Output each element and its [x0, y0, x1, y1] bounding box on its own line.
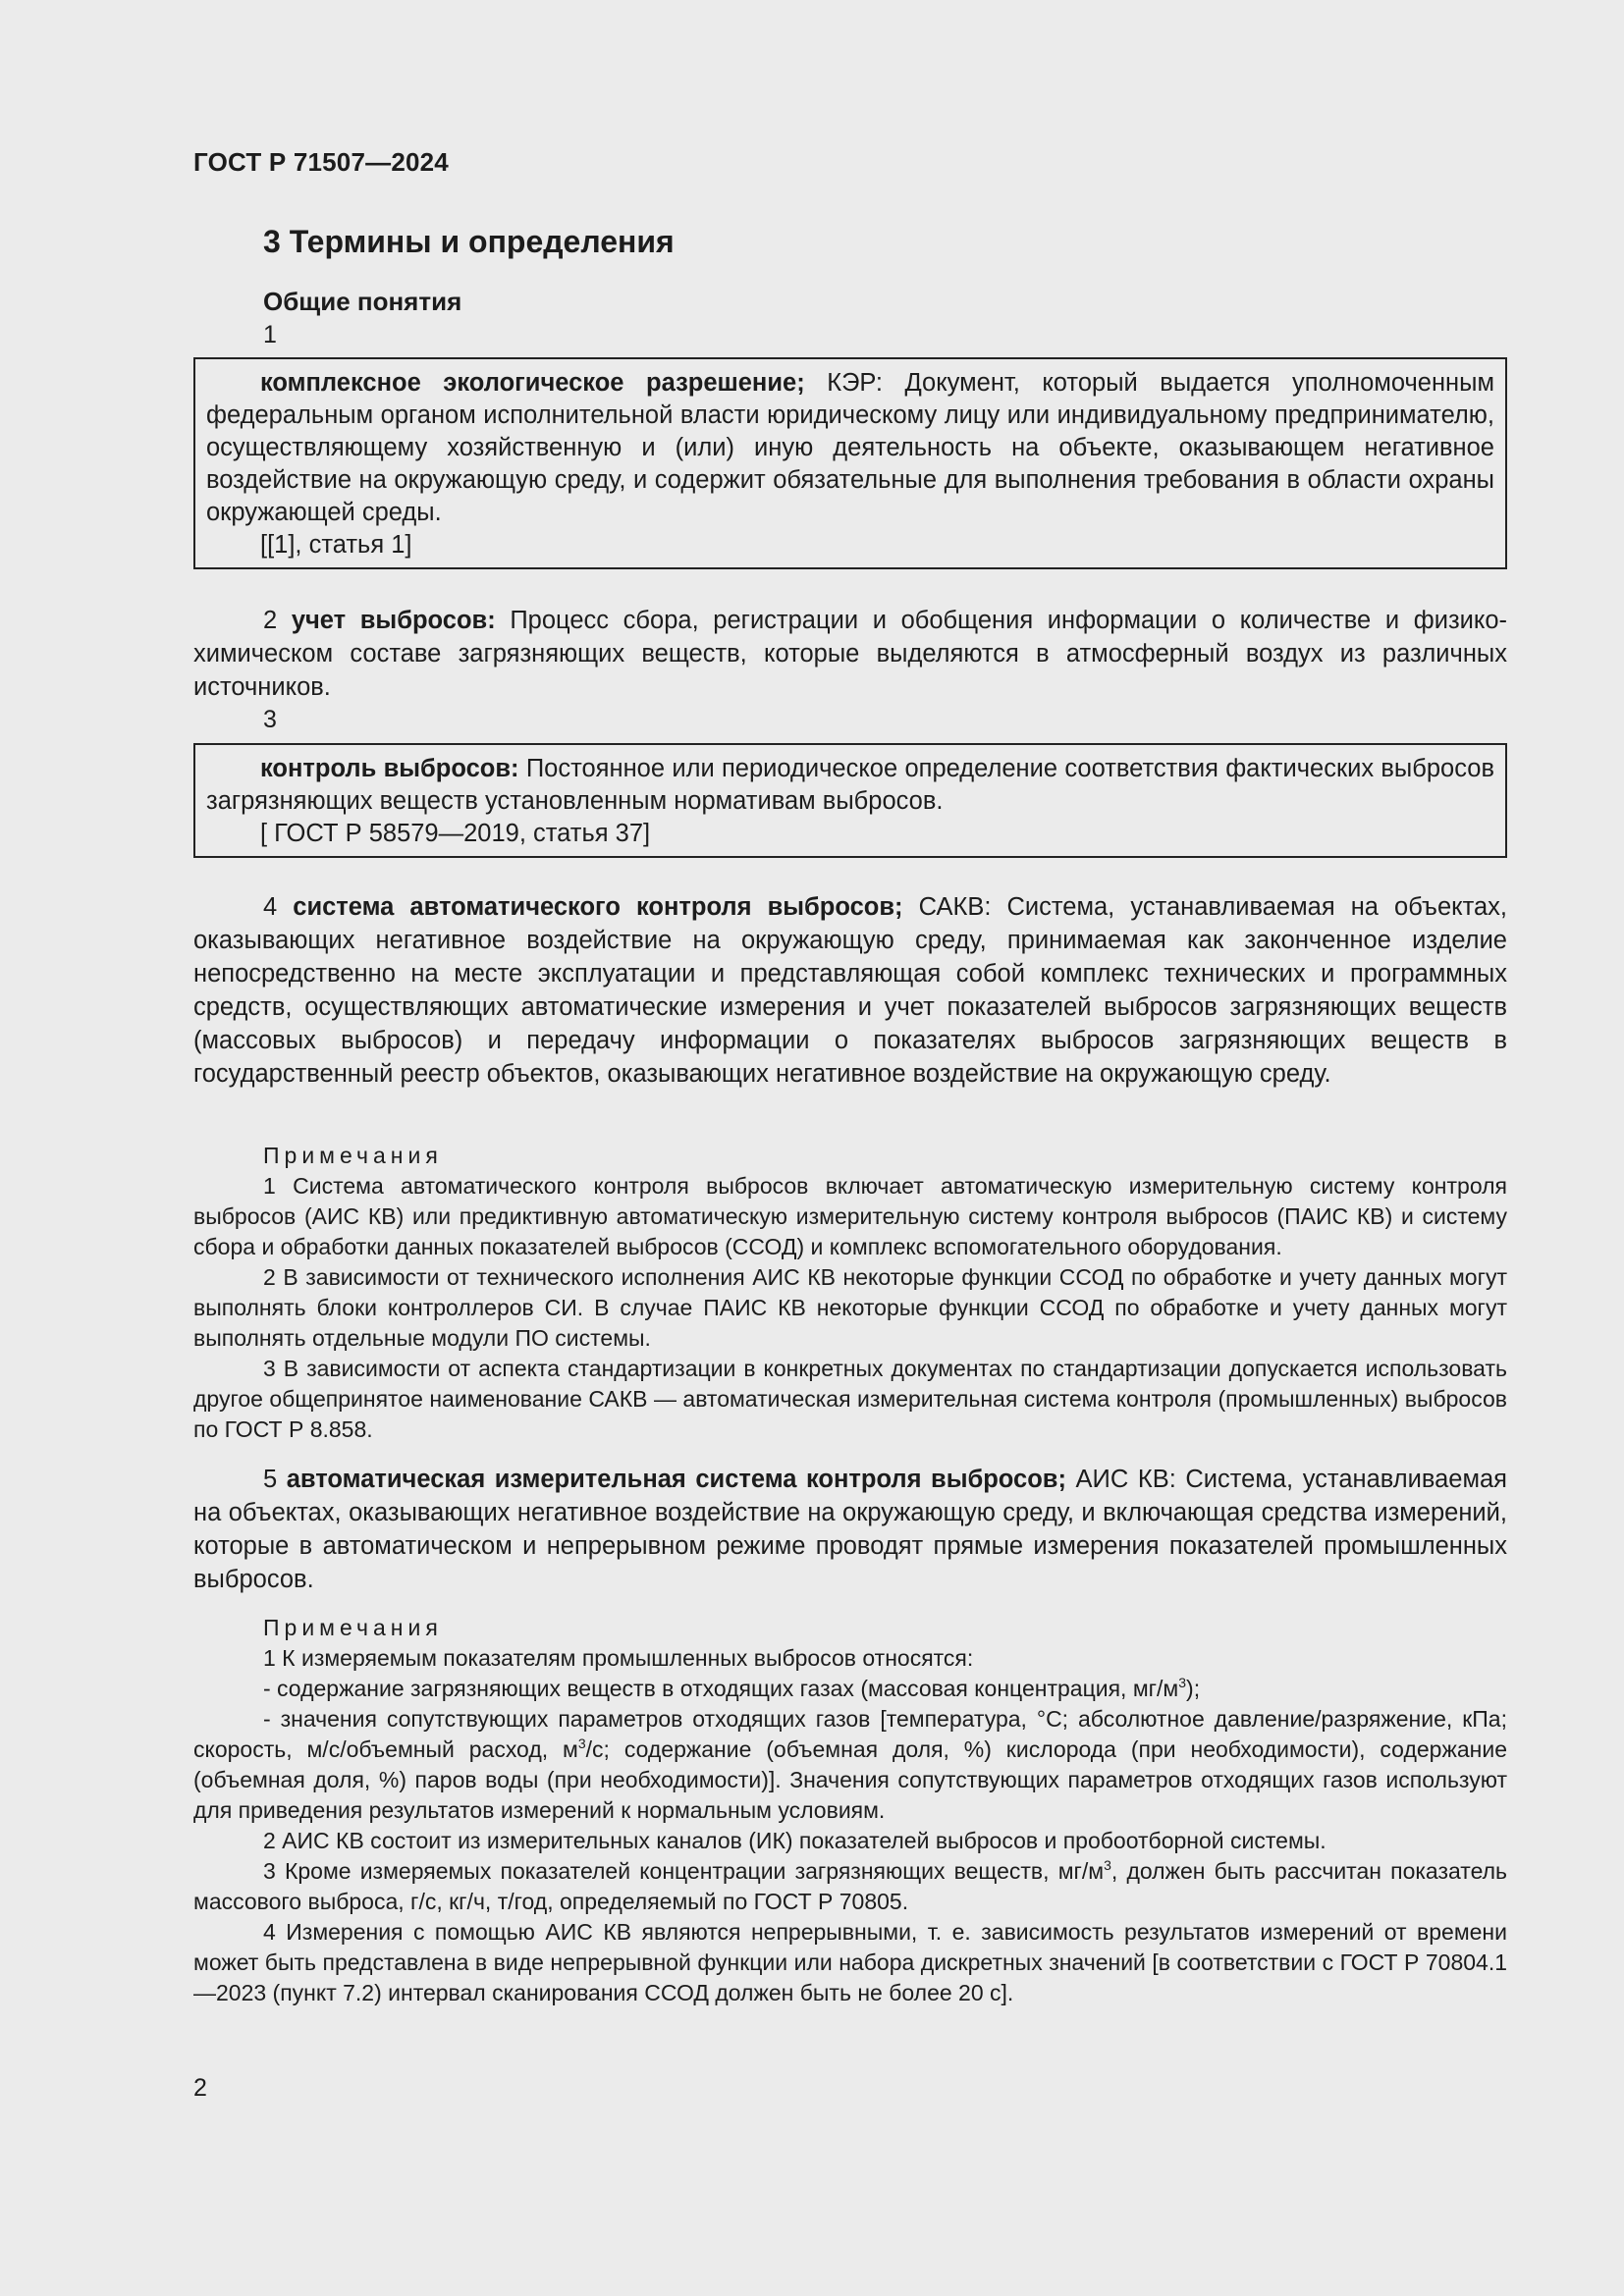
- term-number-1: 1: [263, 321, 277, 348]
- note-text: );: [1186, 1676, 1201, 1701]
- notes-heading: Примечания: [263, 1143, 443, 1168]
- term-4-text: [193, 890, 1507, 1091]
- note-item: [193, 1856, 1507, 1917]
- term-3-definition: Постоянное или периодическое определение соответствия фактических выбросов загрязняющих веществ установленным нормативам выбросов.: [206, 755, 1494, 815]
- note-text: , должен быть рассчитан показатель массового выброса, г/с, кг/ч, т/год, определяемый по ГОСТ Р 70805.: [193, 1858, 1507, 1914]
- term-1-name: комплексное экологическое разрешение;: [260, 369, 805, 397]
- term-box-3: [193, 743, 1507, 858]
- term-2-text: [193, 604, 1507, 704]
- subsection-title: Общие понятия: [263, 287, 462, 316]
- term-3-name: контроль выбросов:: [260, 755, 519, 782]
- note-item: 1 Система автоматического контроля выбросов включает автоматическую измерительную систему контроля выбросов (АИС КВ) или предиктивную автоматическую измерительную систему контроля выбросов (ПАИС КВ) и систему сбора и обработки данных показателей выбросов (ССОД) и комплекс вспомогательного оборудования.: [193, 1173, 1507, 1259]
- term-5: [193, 1463, 1507, 1596]
- section-title: 3 Термины и определения: [263, 224, 675, 259]
- note-text: - значения сопутствующих параметров отходящих газов [температура, °С; абсолютное давление/разряжение, кПа; скорость, м/с/объемный расход, м: [193, 1706, 1507, 1762]
- term-5-name: автоматическая измерительная система контроля выбросов;: [286, 1466, 1066, 1493]
- term-5-definition: АИС КВ: Система, устанавливаемая на объектах, оказывающих негативное воздействие на окружающую среду, и включающая средства измерений, которые в автоматическом и непрерывном режиме проводят прямые измерения показателей промышленных выбросов.: [193, 1466, 1507, 1593]
- note-item: 2 В зависимости от технического исполнения АИС КВ некоторые функции ССОД по обработке и учету данных могут выполнять блоки контроллеров СИ. В случае ПАИС КВ некоторые функции ССОД по обработке и учету данных могут выполнять отдельные модули ПО системы.: [193, 1264, 1507, 1351]
- page-number: 2: [193, 2074, 207, 2102]
- notes-term-4: [193, 1141, 1507, 1445]
- superscript: 3: [577, 1735, 586, 1751]
- term-box-1: [193, 357, 1507, 569]
- term-4: [193, 890, 1507, 1091]
- superscript: 3: [1178, 1675, 1187, 1690]
- note-subitem: [193, 1674, 1507, 1704]
- note-item: 3 В зависимости от аспекта стандартизации в конкретных документах по стандартизации допускается использовать другое общепринятое наименование САКВ — автоматическая измерительная система контроля (промышленных) выбросов по ГОСТ Р 8.858.: [193, 1356, 1507, 1442]
- term-1-source: [[1], статья 1]: [260, 531, 412, 559]
- term-1-definition: КЭР: Документ, который выдается уполномоченным федеральным органом исполнительной власти юридическому лицу или индивидуальному предпринимателю, осуществляющему хозяйственную и (или) иную деятельность на объекте, оказывающем негативное воздействие на окружающую среду, и содержит обязательные для выполнения требования в области охраны окружающей среды.: [206, 369, 1495, 526]
- notes-heading: Примечания: [263, 1615, 443, 1640]
- note-subitem: [193, 1704, 1507, 1826]
- note-text: - содержание загрязняющих веществ в отходящих газах (массовая концентрация, мг/м: [263, 1676, 1179, 1701]
- note-item: 4 Измерения с помощью АИС КВ являются непрерывными, т. е. зависимость результатов измерений от времени может быть представлена в виде непрерывной функции или набора дискретных значений [в соответствии с ГОСТ Р 70804.1—2023 (пункт 7.2) интервал сканирования ССОД должен быть не более 20 с].: [193, 1919, 1507, 2005]
- document-code: ГОСТ Р 71507—2024: [193, 147, 449, 177]
- term-5-number: 5: [263, 1466, 287, 1493]
- term-2: [193, 604, 1507, 704]
- term-3-text: [206, 753, 1494, 818]
- note-item: 1 К измеряемым показателям промышленных выбросов относятся:: [263, 1645, 974, 1671]
- superscript: 3: [1104, 1857, 1111, 1873]
- term-5-text: [193, 1463, 1507, 1596]
- note-item: 2 АИС КВ состоит из измерительных каналов (ИК) показателей выбросов и пробоотборной системы.: [263, 1828, 1326, 1853]
- note-text: /с; содержание (объемная доля, %) кислорода (при необходимости), содержание (объемная доля, %) паров воды (при необходимости)]. Значения сопутствующих параметров отходящих газов используют для приведения результатов измерений к нормальным условиям.: [193, 1736, 1507, 1823]
- note-text: 3 Кроме измеряемых показателей концентрации загрязняющих веществ, мг/м: [263, 1858, 1105, 1884]
- term-4-definition: САКВ: Система, устанавливаемая на объектах, оказывающих негативное воздействие на окружающую среду, принимаемая как законченное изделие непосредственно на месте эксплуатации и представляющая собой комплекс технических и программных средств, осуществляющих автоматические измерения и учет показателей выбросов загрязняющих веществ (массовых выбросов) и передачу информации о показателях выбросов загрязняющих веществ в государственный реестр объектов, оказывающих негативное воздействие на окружающую среду.: [193, 893, 1507, 1088]
- term-3-source: [ ГОСТ Р 58579—2019, статья 37]: [260, 820, 651, 847]
- term-number-3: 3: [263, 706, 277, 733]
- term-2-name: учет выбросов:: [291, 607, 496, 634]
- term-4-number: 4: [263, 893, 294, 921]
- term-1-text: [206, 367, 1494, 529]
- notes-term-5: [193, 1613, 1507, 2008]
- term-2-number: 2: [263, 607, 292, 634]
- term-2-definition: Процесс сбора, регистрации и обобщения информации о количестве и физико-химическом составе загрязняющих веществ, которые выделяются в атмосферный воздух из различных источников.: [193, 607, 1507, 701]
- term-4-name: система автоматического контроля выбросов;: [293, 893, 903, 921]
